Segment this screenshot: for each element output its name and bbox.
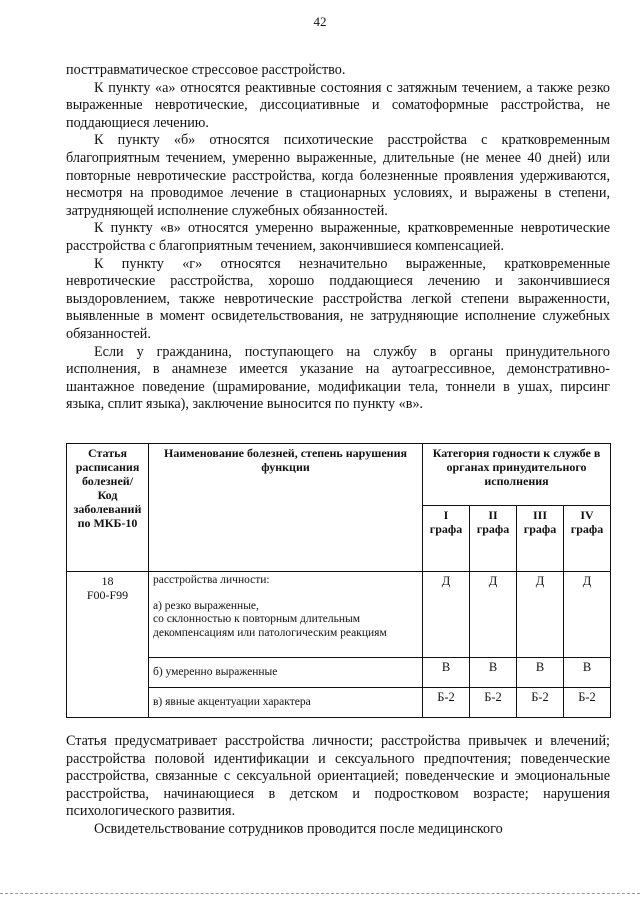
value-a-1: Д (423, 572, 470, 658)
body-text-top (66, 62, 610, 414)
value-b-1: В (423, 658, 470, 688)
paragraph-article-scope: Статья предусматривает расстройства личности; расстройства привычек и влечений; расстройства половой идентификации и сексуального предпочтения; поведенческие расстройства, связанные с сексуальной ориентацией; поведенческие и эмоциональные расстройства, начинающиеся в детском и подростковом возрасте; нарушения психологического развития. (66, 733, 610, 820)
header-grafa-3 (517, 506, 564, 572)
grafa-num: I (443, 508, 449, 522)
paragraph-anamnesis: Если у гражданина, поступающего на службу в органы принудительного исполнения, в анамнезе имеется указание на аутоагрессивное, демонстративно-шантажное поведение (шрамирование, модификации тела, тоннели в ушах, пирсинг языка, сплит языка), заключение выносится по пункту «в». (66, 343, 610, 413)
header-grafa-4 (564, 506, 611, 572)
table-row (67, 688, 611, 718)
header-disease-name: Наименование болезней, степень нарушения функции (149, 444, 423, 572)
grafa-label: графа (476, 522, 510, 536)
disease-row-b: б) умеренно выраженные (149, 658, 423, 688)
article-cell (67, 572, 149, 718)
value-a-2: Д (470, 572, 517, 658)
header-grafa-2 (470, 506, 517, 572)
disease-a-line2: со склонностью к повторным длительным декомпенсациям или патологическим реакциям (153, 613, 387, 639)
page-bottom-divider (0, 893, 640, 895)
header-category: Категория годности к службе в органах принудительного исполнения (423, 444, 611, 506)
disease-row-v: в) явные акцентуации характера (149, 688, 423, 718)
article-number: 18 (101, 574, 114, 588)
value-b-2: В (470, 658, 517, 688)
header-article: Статья расписания болезней/ Код заболеваний по МКБ-10 (67, 444, 149, 572)
disease-intro: расстройства личности: (153, 574, 270, 586)
value-v-1: Б-2 (423, 688, 470, 718)
value-v-2: Б-2 (470, 688, 517, 718)
header-grafa-1 (423, 506, 470, 572)
paragraph-point-a: К пункту «а» относятся реактивные состояния с затяжным течением, а также резко выраженные невротические, диссоциативные и соматоформные расстройства, не поддающиеся лечению. (66, 79, 610, 131)
value-a-3: Д (517, 572, 564, 658)
value-a-4: Д (564, 572, 611, 658)
body-text-bottom (66, 733, 610, 839)
article-code: F00-F99 (86, 588, 129, 602)
disease-row-a (149, 572, 423, 658)
paragraph-examination: Освидетельствование сотрудников проводится после медицинского (94, 820, 503, 837)
fitness-category-table (66, 443, 611, 718)
table-row (67, 572, 611, 658)
paragraph-point-g: К пункту «г» относятся незначительно выраженные, кратковременные невротические расстройства, хорошо поддающиеся лечению и закончившиеся выздоровлением, также невротические расстройства легкой степени выраженности, выявленные в момент освидетельствования, не затрудняющие исполнение служебных обязанностей. (66, 255, 610, 342)
value-v-4: Б-2 (564, 688, 611, 718)
page-number: 42 (313, 14, 327, 29)
grafa-label: графа (570, 522, 604, 536)
disease-a-line1: а) резко выраженные, (153, 599, 259, 612)
table-row (67, 658, 611, 688)
paragraph-point-v: К пункту «в» относятся умеренно выраженные, кратковременные невротические расстройства с благоприятным течением, закончившиеся компенсацией. (66, 220, 610, 254)
value-b-3: В (517, 658, 564, 688)
value-b-4: В (564, 658, 611, 688)
grafa-num: II (488, 508, 498, 522)
grafa-num: III (532, 508, 547, 522)
grafa-label: графа (523, 522, 557, 536)
value-v-3: Б-2 (517, 688, 564, 718)
paragraph-point-b: К пункту «б» относятся психотические расстройства с кратковременным благоприятным течением, умеренно выраженные, длительные (не менее 40 дней) или повторные невротические расстройства, когда болезненные проявления удерживаются, несмотря на проводимое лечение в стационарных условиях, и выражены в степени, затрудняющей исполнение служебных обязанностей. (66, 132, 610, 219)
grafa-label: графа (429, 522, 463, 536)
paragraph: посттравматическое стрессовое расстройство. (66, 62, 346, 78)
grafa-num: IV (580, 508, 594, 522)
